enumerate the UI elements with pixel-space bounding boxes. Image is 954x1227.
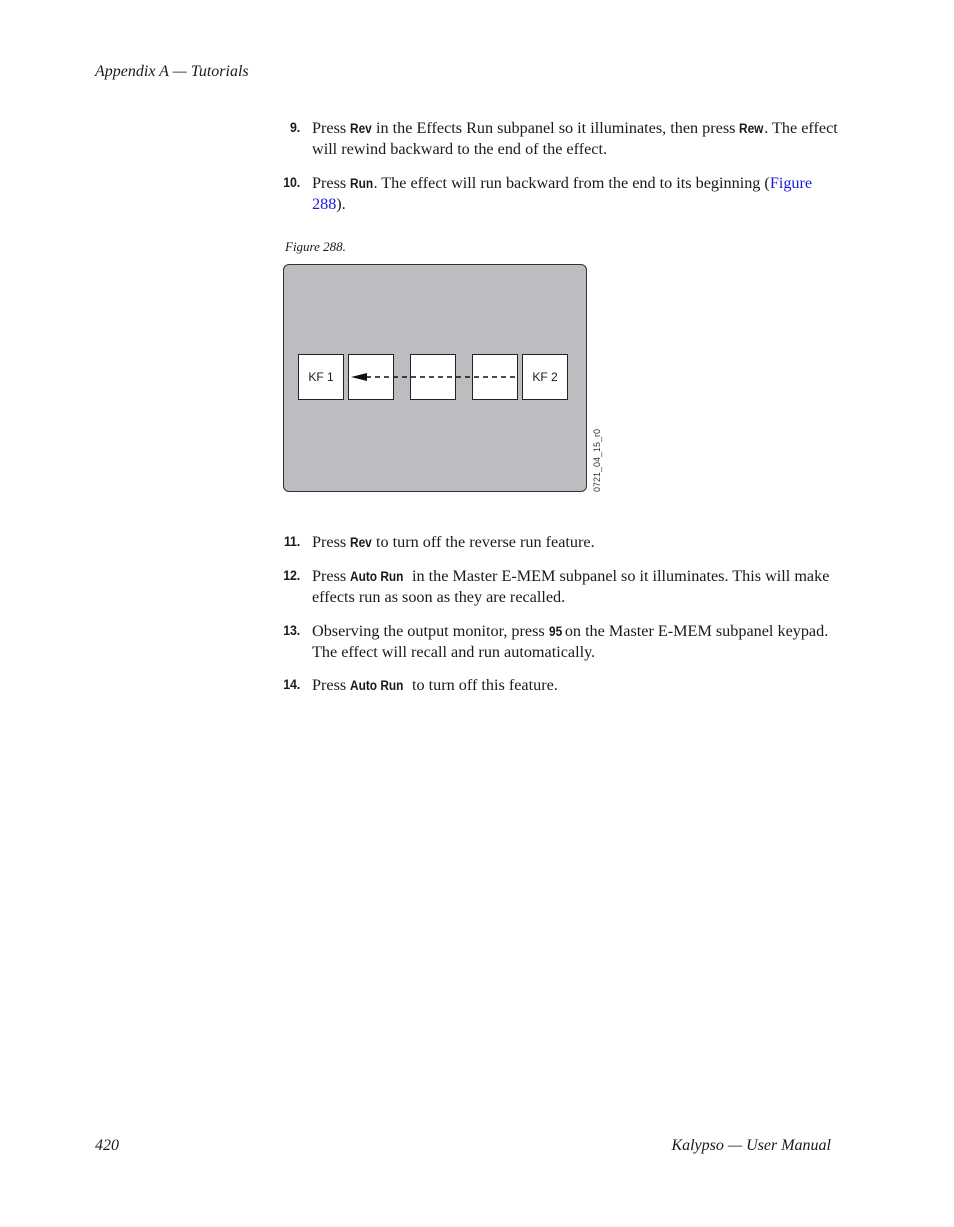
step-text: Observing the output monitor, press [312, 622, 549, 640]
step-text: Press [312, 567, 351, 585]
button-name: Auto Run [350, 678, 404, 693]
running-header: Appendix A — Tutorials [95, 63, 249, 80]
keyframe-1: KF 1 [298, 354, 344, 400]
step-text: . The effect will run backward from the end to its beginning ( [373, 174, 770, 192]
step-number: 12. [283, 568, 300, 583]
figure-caption: Figure 288. [285, 239, 346, 254]
step-text: Press [312, 119, 351, 137]
button-name: Run [350, 176, 374, 191]
page-number: 420 [95, 1137, 119, 1154]
button-name: Rev [350, 121, 373, 136]
step-text: Press [312, 533, 351, 551]
keyframe-2: KF 2 [522, 354, 568, 400]
step-text: . The effect will rewind backward to the end of the effect. [312, 119, 838, 158]
step-text: Press [312, 174, 351, 192]
button-name: Rev [350, 535, 373, 550]
step-text: ). [336, 195, 346, 213]
step-text: in the Effects Run subpanel so it illuminates, then press [372, 119, 740, 137]
step-number: 13. [283, 623, 300, 638]
step-11 [283, 532, 842, 553]
step-number: 9. [290, 120, 300, 135]
step-text: in the Master E-MEM subpanel so it illuminates. This will make effects run as soon as they are recalled. [312, 567, 830, 606]
step-text: Press [312, 676, 351, 694]
step-12 [283, 566, 842, 607]
figure-link[interactable]: Figure 288 [312, 174, 813, 213]
manual-title: Kalypso — User Manual [671, 1137, 831, 1154]
button-name: Auto Run [350, 569, 404, 584]
step-text: to turn off the reverse run feature. [372, 533, 595, 551]
step-text: on the Master E-MEM subpanel keypad. The effect will recall and run automatically. [312, 622, 829, 661]
button-name: 95 [548, 624, 562, 639]
step-number: 10. [283, 175, 300, 190]
step-number: 14. [283, 677, 300, 692]
figure-id: 0721_04_15_r0 [592, 428, 602, 492]
button-name: Rew [739, 121, 764, 136]
step-number: 11. [283, 534, 300, 549]
step-text: to turn off this feature. [407, 676, 558, 694]
step-13 [283, 621, 842, 662]
step-14 [283, 675, 842, 696]
